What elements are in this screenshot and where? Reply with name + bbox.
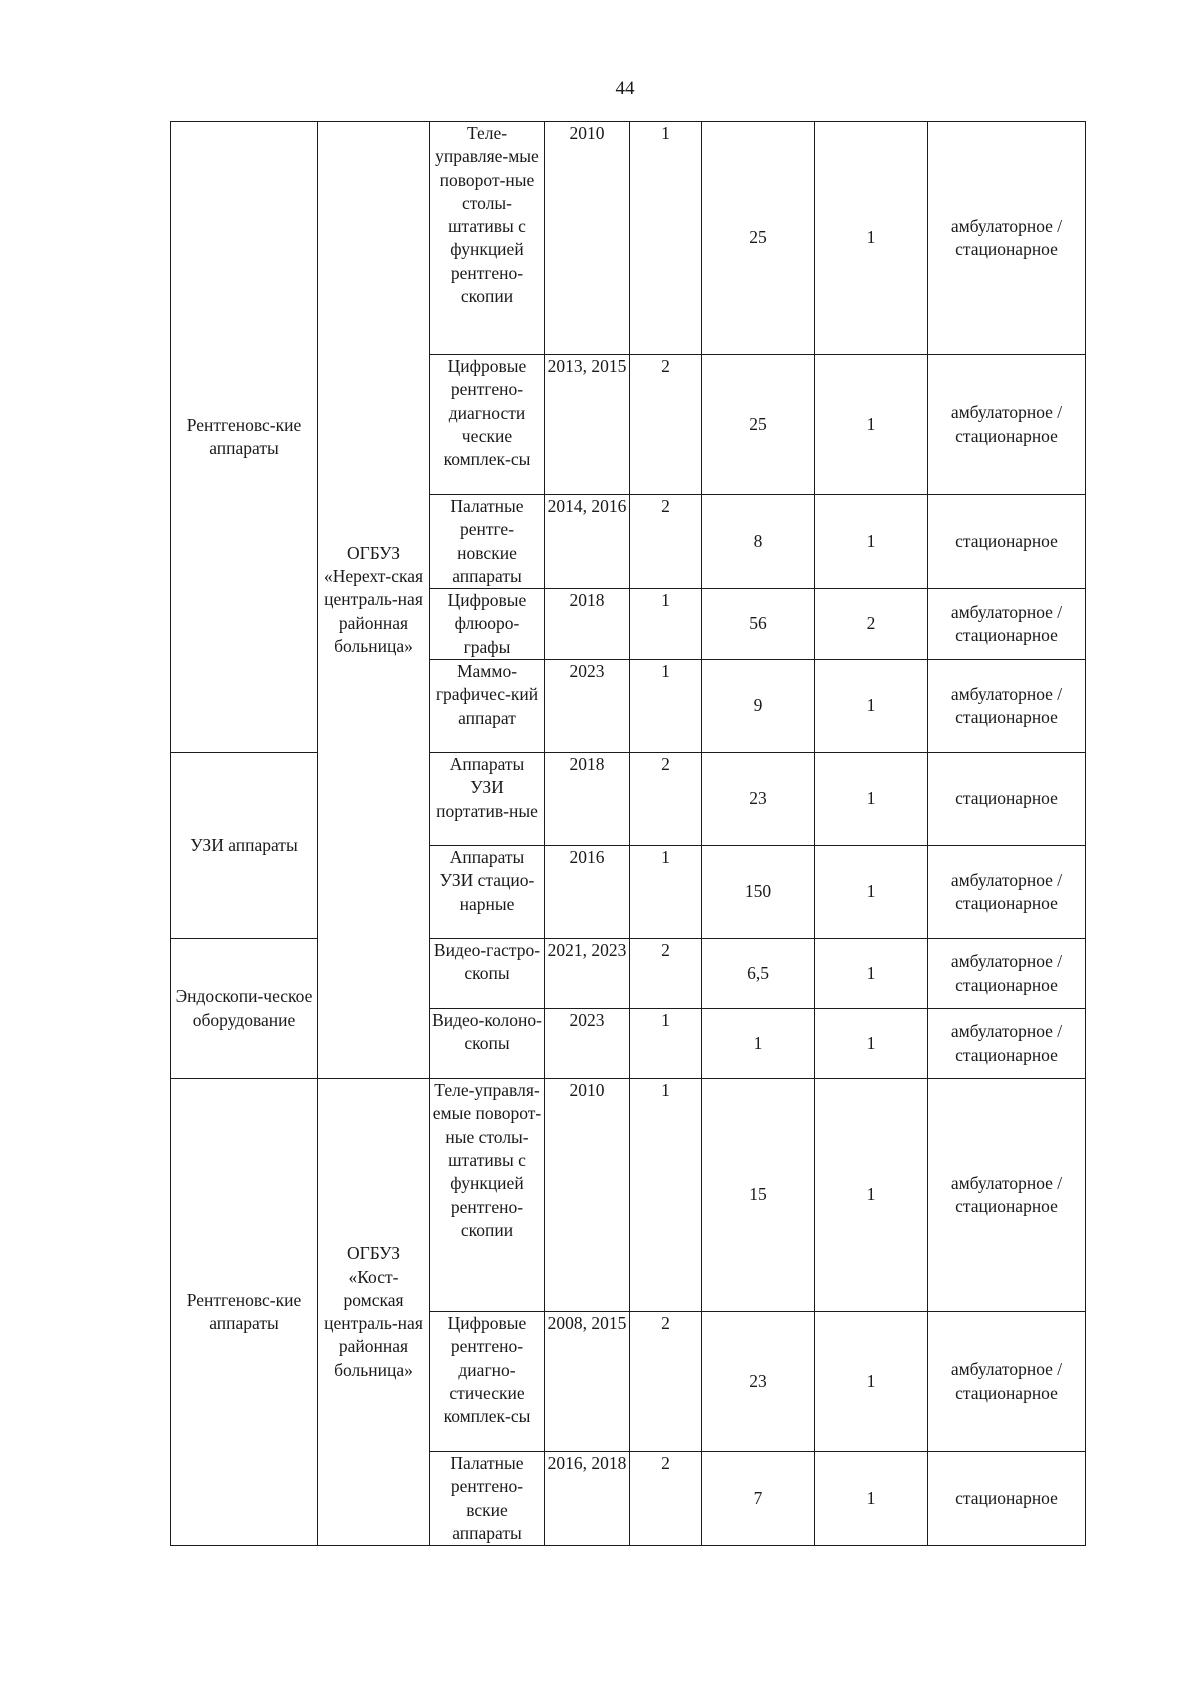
care-mode-cell: амбулаторное /стационарное (928, 939, 1086, 1009)
load-cell: 8 (702, 495, 815, 589)
year-cell: 2021, 2023 (545, 939, 630, 1009)
load-cell: 9 (702, 660, 815, 753)
load-cell: 23 (702, 753, 815, 846)
year-cell: 2023 (545, 660, 630, 753)
equipment-type-cell: Рентгеновс-кие аппараты (171, 122, 318, 753)
equipment-name-cell: Аппараты УЗИ стацио-нарные (430, 846, 545, 939)
shifts-cell: 1 (815, 1009, 928, 1079)
shifts-cell: 1 (815, 122, 928, 355)
organization-cell: ОГБУЗ «Кост-ромская централь-ная районная больница» (318, 1079, 430, 1546)
shifts-cell: 1 (815, 939, 928, 1009)
year-cell: 2013, 2015 (545, 355, 630, 495)
equipment-type-cell: Рентгеновс-кие аппараты (171, 1079, 318, 1546)
year-cell: 2010 (545, 1079, 630, 1312)
page-number: 44 (615, 78, 635, 99)
load-cell: 25 (702, 355, 815, 495)
quantity-cell: 2 (630, 939, 702, 1009)
load-cell: 25 (702, 122, 815, 355)
year-cell: 2010 (545, 122, 630, 355)
table-row (171, 753, 1086, 846)
care-mode-cell: амбулаторное /стационарное (928, 355, 1086, 495)
shifts-cell: 1 (815, 1452, 928, 1546)
care-mode-cell: амбулаторное /стационарное (928, 1079, 1086, 1312)
equipment-table (170, 121, 1086, 1546)
care-mode-cell: амбулаторное /стационарное (928, 846, 1086, 939)
load-cell: 7 (702, 1452, 815, 1546)
equipment-name-cell: Видео-гастро-скопы (430, 939, 545, 1009)
year-cell: 2008, 2015 (545, 1312, 630, 1452)
table-row (171, 122, 1086, 355)
quantity-cell: 1 (630, 589, 702, 660)
care-mode-cell: амбулаторное /стационарное (928, 660, 1086, 753)
table-row (171, 1079, 1086, 1312)
year-cell: 2016 (545, 846, 630, 939)
year-cell: 2018 (545, 753, 630, 846)
equipment-name-cell: Цифровые флюоро-графы (430, 589, 545, 660)
shifts-cell: 2 (815, 589, 928, 660)
quantity-cell: 2 (630, 1312, 702, 1452)
shifts-cell: 1 (815, 1079, 928, 1312)
care-mode-cell: стационарное (928, 495, 1086, 589)
quantity-cell: 1 (630, 122, 702, 355)
shifts-cell: 1 (815, 355, 928, 495)
equipment-name-cell: Аппараты УЗИ портатив-ные (430, 753, 545, 846)
equipment-name-cell: Цифровые рентгено-диагности ческие комплек-сы (430, 355, 545, 495)
quantity-cell: 1 (630, 846, 702, 939)
equipment-name-cell: Теле-управля-емые поворот-ные столы-штативы с функцией рентгено-скопии (430, 1079, 545, 1312)
equipment-name-cell: Палатные рентгено-вские аппараты (430, 1452, 545, 1546)
shifts-cell: 1 (815, 1312, 928, 1452)
equipment-name-cell: Палатные рентге-новские аппараты (430, 495, 545, 589)
care-mode-cell: амбулаторное /стационарное (928, 1312, 1086, 1452)
equipment-name-cell: Цифровые рентгено-диагно-стические комплек-сы (430, 1312, 545, 1452)
care-mode-cell: стационарное (928, 1452, 1086, 1546)
equipment-type-cell: УЗИ аппараты (171, 753, 318, 939)
load-cell: 23 (702, 1312, 815, 1452)
load-cell: 150 (702, 846, 815, 939)
quantity-cell: 2 (630, 355, 702, 495)
organization-cell: ОГБУЗ «Нерехт-ская централь-ная районная больница» (318, 122, 430, 1079)
shifts-cell: 1 (815, 753, 928, 846)
quantity-cell: 2 (630, 495, 702, 589)
load-cell: 56 (702, 589, 815, 660)
quantity-cell: 2 (630, 1452, 702, 1546)
load-cell: 6,5 (702, 939, 815, 1009)
year-cell: 2023 (545, 1009, 630, 1079)
equipment-name-cell: Теле-управляе-мые поворот-ные столы-штативы с функцией рентгено-скопии (430, 122, 545, 355)
load-cell: 15 (702, 1079, 815, 1312)
equipment-name-cell: Маммо-графичес-кий аппарат (430, 660, 545, 753)
shifts-cell: 1 (815, 846, 928, 939)
year-cell: 2016, 2018 (545, 1452, 630, 1546)
quantity-cell: 1 (630, 660, 702, 753)
equipment-name-cell: Видео-колоно-скопы (430, 1009, 545, 1079)
care-mode-cell: амбулаторное /стационарное (928, 122, 1086, 355)
table-row (171, 939, 1086, 1009)
shifts-cell: 1 (815, 495, 928, 589)
load-cell: 1 (702, 1009, 815, 1079)
year-cell: 2018 (545, 589, 630, 660)
equipment-type-cell: Эндоскопи-ческое оборудование (171, 939, 318, 1079)
shifts-cell: 1 (815, 660, 928, 753)
care-mode-cell: амбулаторное /стационарное (928, 589, 1086, 660)
care-mode-cell: стационарное (928, 753, 1086, 846)
quantity-cell: 1 (630, 1009, 702, 1079)
quantity-cell: 1 (630, 1079, 702, 1312)
quantity-cell: 2 (630, 753, 702, 846)
care-mode-cell: амбулаторное /стационарное (928, 1009, 1086, 1079)
year-cell: 2014, 2016 (545, 495, 630, 589)
